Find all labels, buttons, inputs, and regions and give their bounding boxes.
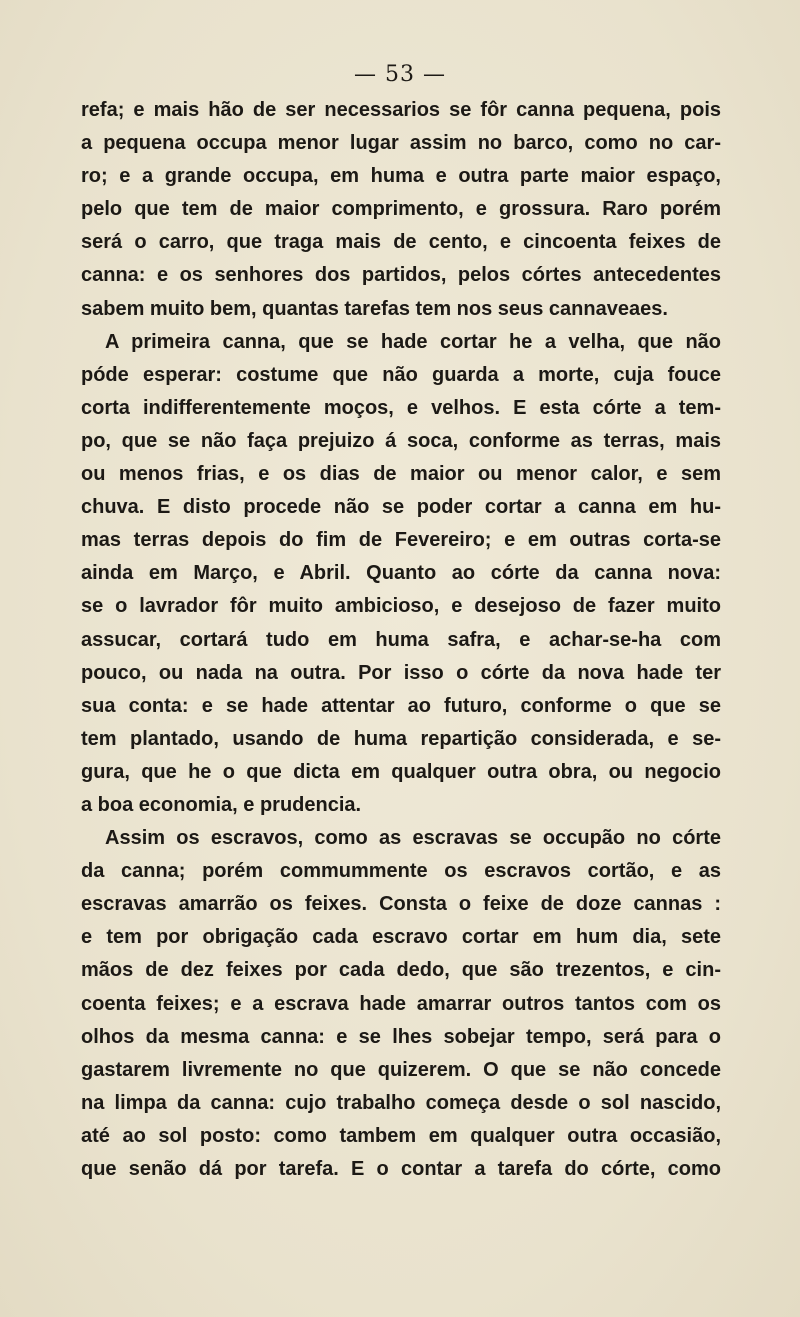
text-line: Assim os escravos, como as escravas se occupão no córte (105, 827, 721, 850)
text-line: ainda em Março, e Abril. Quanto ao córte da canna nova: (81, 562, 721, 585)
text-line: será o carro, que traga mais de cento, e cincoenta feixes de (81, 231, 721, 254)
text-line: da canna; porém commummente os escravos cortão, e as (81, 860, 721, 883)
text-line: chuva. E disto procede não se poder cortar a canna em hu- (81, 496, 721, 519)
paragraph-2 (81, 326, 721, 822)
text-line: coenta feixes; e a escrava hade amarrar outros tantos com os (81, 992, 721, 1015)
text-line: até ao sol posto: como tambem em qualquer outra occasião, (81, 1124, 721, 1147)
text-line: na limpa da canna: cujo trabalho começa desde o sol nascido, (81, 1091, 721, 1114)
body-text (81, 94, 721, 1186)
text-line: pouco, ou nada na outra. Por isso o córte da nova hade ter (81, 661, 721, 684)
text-line: refa; e mais hão de ser necessarios se fôr canna pequena, pois (81, 99, 721, 121)
text-line: gastarem livremente no que quizerem. O que se não concede (81, 1058, 721, 1081)
text-line: pelo que tem de maior comprimento, e grossura. Raro porém (81, 198, 721, 221)
text-line: corta indifferentemente moços, e velhos. E esta córte a tem- (81, 396, 721, 419)
text-line: canna: e os senhores dos partidos, pelos córtes antecedentes (81, 264, 721, 287)
text-line: assucar, cortará tudo em huma safra, e achar-se-ha com (81, 628, 721, 651)
text-line: se o lavrador fôr muito ambicioso, e desejoso de fazer muito (81, 595, 721, 618)
text-line: a boa economia, e prudencia. (81, 793, 362, 816)
paragraph-3 (81, 822, 721, 1186)
paragraph-1 (81, 94, 721, 326)
text-line: sua conta: e se hade attentar ao futuro, conforme o que se (81, 694, 721, 717)
text-line: a pequena occupa menor lugar assim no barco, como no car- (81, 132, 721, 155)
text-line: ro; e a grande occupa, em huma e outra parte maior espaço, (81, 165, 721, 188)
text-line: mas terras depois do fim de Fevereiro; e em outras corta-se (81, 529, 721, 552)
text-line: A primeira canna, que se hade cortar he a velha, que não (105, 330, 721, 353)
text-line: olhos da mesma canna: e se lhes sobejar tempo, será para o (81, 1025, 721, 1048)
text-line: po, que se não faça prejuizo á soca, conforme as terras, mais (81, 429, 721, 452)
page-number: — 53 — (354, 62, 446, 87)
text-line: tem plantado, usando de huma repartição considerada, e se- (81, 727, 721, 750)
text-line: e tem por obrigação cada escravo cortar em hum dia, sete (81, 926, 721, 949)
text-line: sabem muito bem, quantas tarefas tem nos seus cannaveaes. (81, 297, 668, 320)
text-line: mãos de dez feixes por cada dedo, que são trezentos, e cin- (81, 959, 721, 982)
text-line: ou menos frias, e os dias de maior ou menor calor, e sem (81, 463, 721, 486)
text-line: escravas amarrão os feixes. Consta o feixe de doze cannas : (81, 893, 721, 916)
text-line: que senão dá por tarefa. E o contar a tarefa do córte, como (81, 1158, 721, 1180)
text-line: gura, que he o que dicta em qualquer outra obra, ou negocio (81, 760, 721, 783)
text-line: póde esperar: costume que não guarda a morte, cuja fouce (81, 363, 721, 386)
